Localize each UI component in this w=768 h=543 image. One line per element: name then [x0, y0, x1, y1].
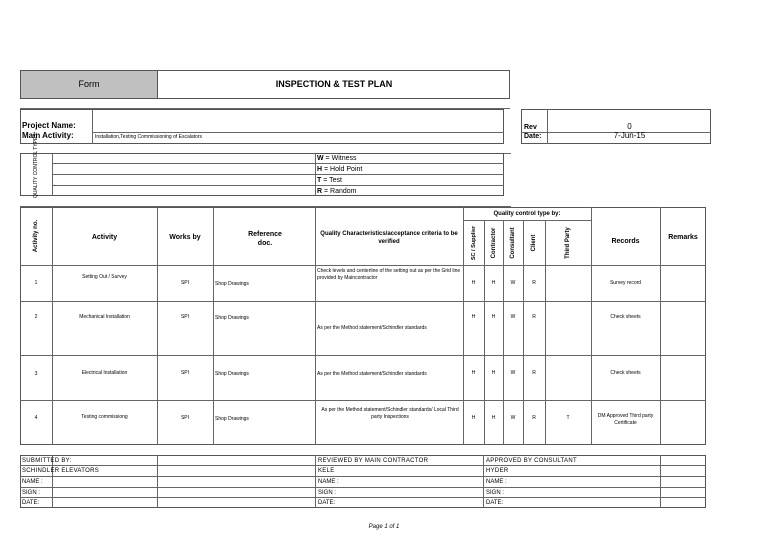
col-line	[315, 207, 316, 445]
row-1-client: R	[532, 280, 536, 286]
signoff-col-line	[315, 455, 316, 508]
document-title: INSPECTION & TEST PLAN	[275, 79, 393, 89]
col-line	[503, 220, 504, 445]
header-remarks: Remarks	[668, 234, 698, 241]
legend-test: T = Test	[317, 177, 342, 184]
qc-side-label: QUALITY CONTROL TYPES:	[33, 131, 39, 198]
row-4-quality: As per the Method statement/Schindler standards/ Local Third party Inspections	[321, 407, 459, 420]
row-2-no: 2	[34, 314, 38, 320]
col-line	[213, 207, 214, 445]
row-1-ref: Shop Drawings	[215, 281, 249, 287]
main-activity-label: Main Activity:	[22, 131, 74, 140]
header-activity-no: Activity no.	[33, 219, 39, 253]
col-line	[545, 220, 546, 445]
row-1-records: Survey record	[609, 280, 642, 286]
row-2-consultant: W	[510, 314, 516, 320]
signoff-row-line	[20, 465, 706, 466]
submitted-name-label: NAME :	[22, 479, 43, 485]
row-4-no: 4	[34, 415, 38, 421]
row-2-quality: As per the Method statement/Schindler standards	[317, 325, 427, 331]
row-2-works-by: SPI	[180, 314, 190, 320]
col-line	[52, 207, 53, 445]
row-4-sc: H	[471, 415, 476, 421]
signoff-col-line	[660, 455, 661, 508]
submitted-by-label: SUBMITTED BY:	[22, 458, 72, 464]
row-3-activity: Electrical Installation	[81, 370, 128, 376]
legend-hold-point: H = Hold Point	[317, 166, 363, 173]
qc-group-line	[463, 220, 591, 221]
row-2-sc: H	[471, 314, 476, 320]
project-row-line	[92, 132, 504, 133]
header-contractor: Contractor	[491, 227, 497, 259]
project-divider	[92, 109, 93, 144]
reviewed-company: KELE	[318, 468, 335, 474]
stray-mark: `	[54, 185, 56, 191]
form-label: Form	[78, 79, 100, 89]
row-line	[20, 355, 706, 356]
row-line	[20, 301, 706, 302]
reviewed-sign-label: SIGN :	[318, 490, 337, 496]
date-value: 7-Jun-15	[613, 131, 646, 140]
submitted-sign-label: SIGN :	[22, 490, 41, 496]
header-sc-supplier: SC / Supplier	[471, 225, 477, 261]
row-line	[20, 265, 706, 266]
date-label: Date:	[524, 133, 542, 140]
header-works-by: Works by	[169, 234, 201, 241]
row-3-client: R	[532, 370, 536, 376]
row-3-records: Check sheets	[610, 370, 641, 376]
row-2-records: Check sheets	[610, 314, 641, 320]
reviewed-date-label: DATE:	[318, 500, 336, 506]
header-third-party: Third Party	[565, 227, 571, 259]
row-1-contractor: H	[491, 280, 496, 286]
submitted-company: SCHINDLER ELEVATORS	[22, 468, 100, 474]
signoff-row-line	[20, 487, 706, 488]
row-2-activity: Mechanical Installation	[79, 314, 130, 320]
row-2-client: R	[532, 314, 536, 320]
approved-company: HYDER	[486, 468, 509, 474]
approved-date-label: DATE:	[486, 500, 504, 506]
row-1-sc: H	[471, 280, 476, 286]
signoff-col-line	[157, 455, 158, 508]
row-4-consultant: W	[510, 415, 516, 421]
row-3-no: 3	[34, 371, 38, 377]
row-2-ref: Shop Drawings	[215, 315, 249, 321]
approved-name-label: NAME :	[486, 479, 507, 485]
row-2-contractor: H	[491, 314, 496, 320]
row-3-quality: As per the Method statement/Schindler standards	[317, 371, 427, 377]
rev-label: Rev	[524, 124, 537, 131]
row-3-contractor: H	[491, 370, 496, 376]
row-1-activity: Setting Out / Survey	[82, 274, 127, 280]
header-reference-doc: Reference doc.	[248, 231, 282, 248]
row-3-consultant: W	[510, 370, 516, 376]
row-1-no: 1	[34, 280, 38, 286]
submitted-date-label: DATE:	[22, 500, 40, 506]
col-line	[484, 220, 485, 445]
col-line	[660, 207, 661, 445]
row-4-client: R	[532, 415, 536, 421]
row-line	[20, 400, 706, 401]
row-1-quality: Check levels and centerline of the setting out as per the Grid line provided by Maincontractor	[317, 268, 461, 281]
col-line	[157, 207, 158, 445]
signoff-row-line	[20, 497, 706, 498]
row-4-records: DM Approved Third party Certificate	[597, 413, 654, 426]
reviewed-by-label: REVIEWED BY MAIN CONTRACTOR	[318, 458, 429, 464]
header-qc-group: Quality control type by:	[493, 211, 561, 217]
row-4-third: T	[566, 415, 570, 421]
rev-value: 0	[627, 122, 632, 131]
col-line	[523, 220, 524, 445]
qc-legend-line	[52, 163, 504, 164]
legend-witness: W = Witness	[317, 155, 357, 162]
row-4-contractor: H	[491, 415, 496, 421]
row-1-consultant: W	[510, 280, 516, 286]
project-name-label: Project Name:	[22, 121, 76, 130]
reviewed-name-label: NAME :	[318, 479, 339, 485]
qc-legend-line	[52, 174, 504, 175]
approved-sign-label: SIGN :	[486, 490, 505, 496]
row-3-works-by: SPI	[180, 370, 190, 376]
main-activity-value: Installation,Testing Commissioning of Escalators	[95, 134, 202, 140]
header-client: Client	[531, 234, 537, 252]
row-4-activity: Testing commissiong	[81, 414, 128, 420]
row-3-sc: H	[471, 370, 476, 376]
row-4-ref: Shop Drawings	[215, 416, 249, 422]
row-3-ref: Shop Drawings	[215, 371, 249, 377]
header-records: Records	[611, 238, 640, 245]
legend-random: R = Random	[317, 188, 357, 195]
page-number: Page 1 of 1	[368, 524, 400, 530]
row-4-works-by: SPI	[180, 415, 190, 421]
col-line	[463, 207, 464, 445]
qc-legend-line	[52, 185, 504, 186]
header-consultant: Consultant	[510, 227, 516, 259]
approved-by-label: APPROVED BY CONSULTANT	[486, 458, 577, 464]
header-activity: Activity	[91, 234, 118, 241]
signoff-row-line	[20, 476, 706, 477]
header-quality: Quality Characteristics/acceptance criteria to be verified	[320, 231, 458, 246]
signoff-col-line	[483, 455, 484, 508]
row-1-works-by: SPI	[180, 280, 190, 286]
